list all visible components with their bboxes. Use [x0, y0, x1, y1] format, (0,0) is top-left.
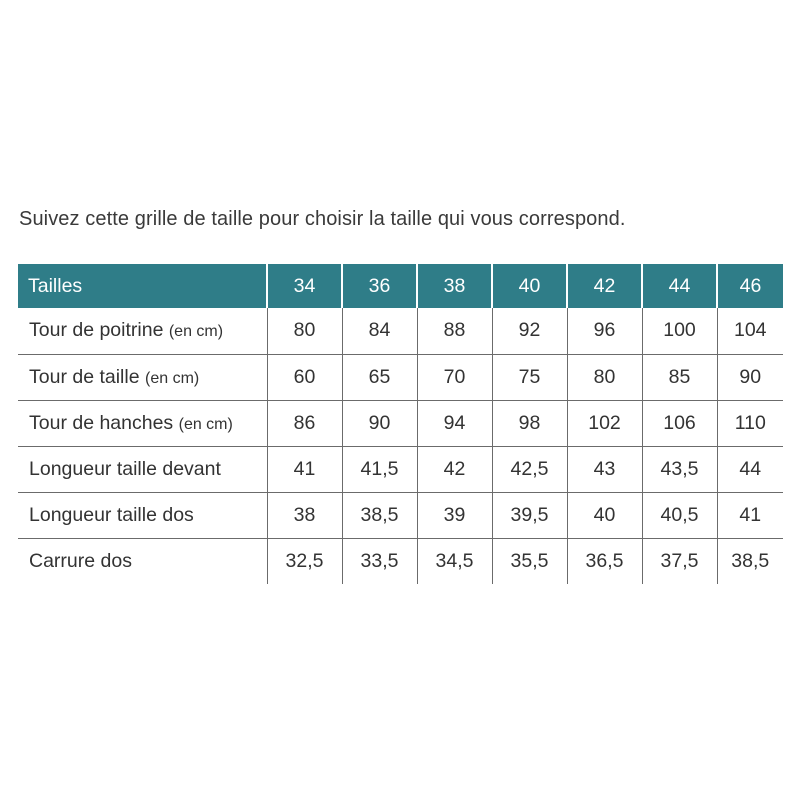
- header-label: Tailles: [18, 264, 267, 308]
- table-cell: 94: [417, 400, 492, 446]
- table-cell: 42: [417, 446, 492, 492]
- row-label-text: Longueur taille devant: [29, 457, 221, 480]
- table-cell: 80: [267, 308, 342, 354]
- table-row: [18, 446, 783, 492]
- size-chart-header: [18, 264, 783, 308]
- table-cell: 38,5: [717, 538, 783, 584]
- table-cell: 44: [717, 446, 783, 492]
- table-cell: 41,5: [342, 446, 417, 492]
- table-cell: 42,5: [492, 446, 567, 492]
- row-unit: (en cm): [168, 323, 224, 341]
- row-label: [18, 538, 267, 584]
- row-label-text: Longueur taille dos: [29, 503, 194, 526]
- row-label: [18, 354, 267, 400]
- table-cell: 40: [567, 492, 642, 538]
- table-cell: 33,5: [342, 538, 417, 584]
- table-cell: 75: [492, 354, 567, 400]
- table-cell: 96: [567, 308, 642, 354]
- table-cell: 39: [417, 492, 492, 538]
- intro-text: Suivez cette grille de taille pour choisir la taille qui vous correspond.: [19, 208, 626, 230]
- table-cell: 34,5: [417, 538, 492, 584]
- table-cell: 110: [717, 400, 783, 446]
- table-cell: 90: [717, 354, 783, 400]
- table-cell: 36,5: [567, 538, 642, 584]
- table-cell: 104: [717, 308, 783, 354]
- header-row: [18, 264, 783, 308]
- table-cell: 102: [567, 400, 642, 446]
- table-cell: 88: [417, 308, 492, 354]
- size-header: 44: [642, 264, 717, 308]
- table-cell: 38: [267, 492, 342, 538]
- table-cell: 43,5: [642, 446, 717, 492]
- table-cell: 39,5: [492, 492, 567, 538]
- table-cell: 65: [342, 354, 417, 400]
- table-cell: 70: [417, 354, 492, 400]
- table-cell: 35,5: [492, 538, 567, 584]
- size-header: 38: [417, 264, 492, 308]
- row-unit: (en cm): [145, 369, 200, 387]
- table-cell: 37,5: [642, 538, 717, 584]
- size-header: 34: [267, 264, 342, 308]
- size-header: 40: [492, 264, 567, 308]
- row-label-text: Tour de taille: [29, 365, 140, 388]
- table-row: [18, 354, 783, 400]
- table-cell: 43: [567, 446, 642, 492]
- size-header: 42: [567, 264, 642, 308]
- table-cell: 85: [642, 354, 717, 400]
- table-row: [18, 538, 783, 584]
- table-cell: 32,5: [267, 538, 342, 584]
- table-cell: 90: [342, 400, 417, 446]
- row-label-text: Carrure dos: [29, 549, 132, 572]
- table-cell: 41: [267, 446, 342, 492]
- size-chart-body: [18, 308, 783, 584]
- table-cell: 80: [567, 354, 642, 400]
- table-cell: 38,5: [342, 492, 417, 538]
- row-label-text: Tour de hanches: [29, 411, 174, 434]
- table-cell: 86: [267, 400, 342, 446]
- size-header: 36: [342, 264, 417, 308]
- row-label: [18, 400, 267, 446]
- row-label: [18, 492, 267, 538]
- row-label: [18, 446, 267, 492]
- table-row: [18, 308, 783, 354]
- table-cell: 100: [642, 308, 717, 354]
- table-cell: 106: [642, 400, 717, 446]
- row-label: [18, 308, 267, 354]
- table-row: [18, 400, 783, 446]
- size-header: 46: [717, 264, 783, 308]
- size-chart-table: [18, 264, 783, 584]
- row-label-text: Tour de poitrine: [29, 319, 164, 342]
- row-unit: (en cm): [178, 415, 233, 433]
- table-cell: 92: [492, 308, 567, 354]
- table-row: [18, 492, 783, 538]
- table-cell: 40,5: [642, 492, 717, 538]
- table-cell: 84: [342, 308, 417, 354]
- table-cell: 41: [717, 492, 783, 538]
- table-cell: 98: [492, 400, 567, 446]
- table-cell: 60: [267, 354, 342, 400]
